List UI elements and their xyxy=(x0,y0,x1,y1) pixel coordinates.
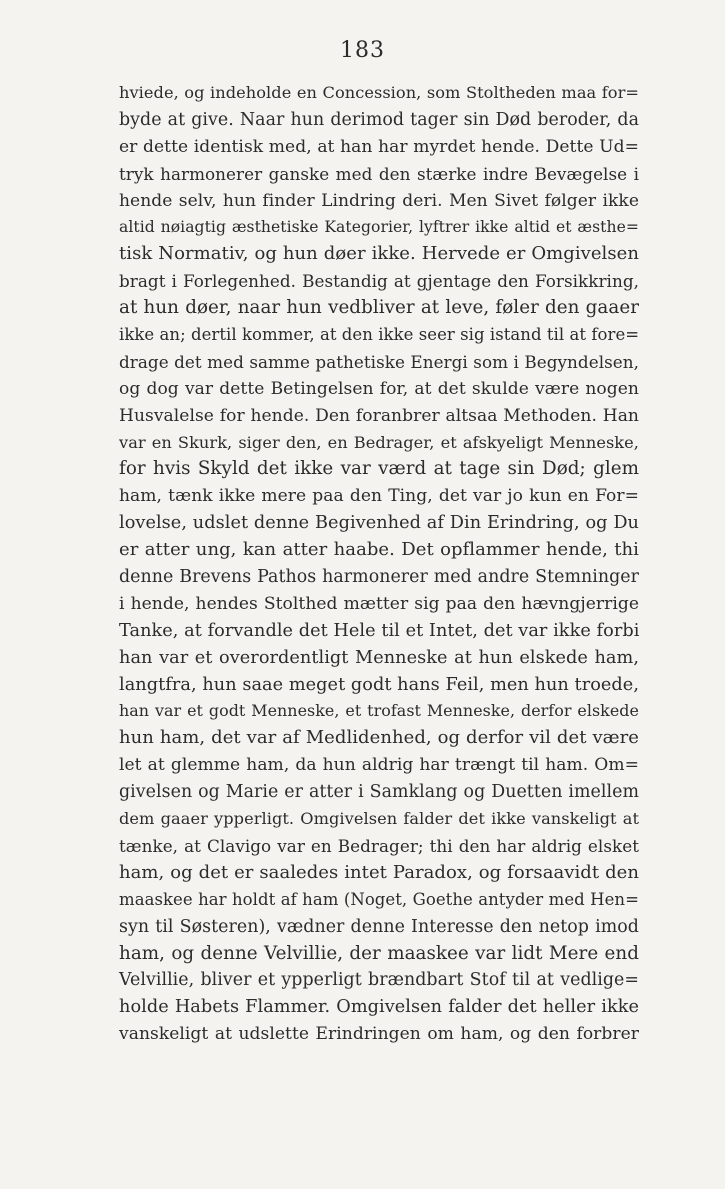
text-line: ham, og denne Velvillie, der maaskee var lidt Mere end xyxy=(119,942,639,964)
text-line: er dette identisk med, at han har myrdet hende. Dette Ud= xyxy=(119,136,639,157)
text-line: for hvis Skyld det ikke var værd at tage sin Død; glem xyxy=(119,458,639,480)
text-line: hun ham, det var af Medlidenhed, og derfor vil det være xyxy=(119,727,639,749)
text-line: lovelse, udslet denne Begivenhed af Din Erindring, og Du xyxy=(119,513,639,534)
text-line: ham, og det er saaledes intet Paradox, og forsaavidt den xyxy=(119,861,639,883)
text-line: i hende, hendes Stolthed mætter sig paa den hævngjerrige xyxy=(119,593,639,614)
text-line: ham, tænk ikke mere paa den Ting, det var jo kun en For= xyxy=(119,486,639,507)
text-line: var en Skurk, siger den, en Bedrager, et afskyeligt Menneske, xyxy=(119,432,639,452)
text-line: syn til Søsteren), vædner denne Interesse den netop imod xyxy=(119,916,639,937)
text-line: dem gaaer ypperligt. Omgivelsen falder det ikke vanskeligt at xyxy=(119,809,639,829)
text-line: han var et overordentligt Menneske at hun elskede ham, xyxy=(119,647,639,668)
text-line: Husvalelse for hende. Den foranbrer altsaa Methoden. Han xyxy=(119,405,639,426)
text-line: og dog var dette Betingelsen for, at det skulde være nogen xyxy=(119,378,639,399)
text-line: tisk Normativ, og hun døer ikke. Hervede er Omgivelsen xyxy=(119,243,639,265)
text-line: hende selv, hun finder Lindring deri. Men Sivet følger ikke xyxy=(119,190,639,211)
text-line: let at glemme ham, da hun aldrig har trængt til ham. Om= xyxy=(119,755,639,776)
text-line: byde at give. Naar hun derimod tager sin Død beroder, da xyxy=(119,109,639,130)
text-line: vanskeligt at udslette Erindringen om ham, og den forbrer xyxy=(119,1024,639,1045)
text-line: han var et godt Menneske, et trofast Menneske, derfor elskede xyxy=(119,701,639,721)
text-line: altid nøiagtig æsthetiske Kategorier, lyftrer ikke altid et æsthe= xyxy=(119,218,639,237)
text-line: tænke, at Clavigo var en Bedrager; thi den har aldrig elsket xyxy=(119,835,639,856)
text-line: at hun døer, naar hun vedbliver at leve, føler den gaaer xyxy=(119,297,639,319)
text-line: bragt i Forlegenhed. Bestandig at gjentage den Forsikkring, xyxy=(119,271,639,292)
text-line: hviede, og indeholde en Concession, som Stoltheden maa for= xyxy=(119,83,639,102)
text-line: givelsen og Marie er atter i Samklang og Duetten imellem xyxy=(119,782,639,803)
text-line: ikke an; dertil kommer, at den ikke seer sig istand til at fore= xyxy=(119,325,640,345)
text-line: er atter ung, kan atter haabe. Det opflammer hende, thi xyxy=(119,539,639,561)
text-line: langtfra, hun saae meget godt hans Feil, men hun troede, xyxy=(119,674,639,695)
body-text xyxy=(119,80,639,1048)
text-line: Velvillie, bliver et ypperligt brændbart Stof til at vedlige= xyxy=(119,970,639,991)
text-line: drage det med samme pathetiske Energi som i Begyndelsen, xyxy=(119,351,639,372)
text-line: holde Habets Flammer. Omgivelsen falder det heller ikke xyxy=(119,997,639,1018)
text-line: maaskee har holdt af ham (Noget, Goethe antyder med Hen= xyxy=(119,889,639,909)
text-line: tryk harmonerer ganske med den stærke indre Bevægelse i xyxy=(119,163,639,184)
text-line: denne Brevens Pathos harmonerer med andre Stemninger xyxy=(119,567,639,588)
page-number: 183 xyxy=(340,38,385,63)
text-line: Tanke, at forvandle det Hele til et Intet, det var ikke forbi xyxy=(119,620,640,641)
